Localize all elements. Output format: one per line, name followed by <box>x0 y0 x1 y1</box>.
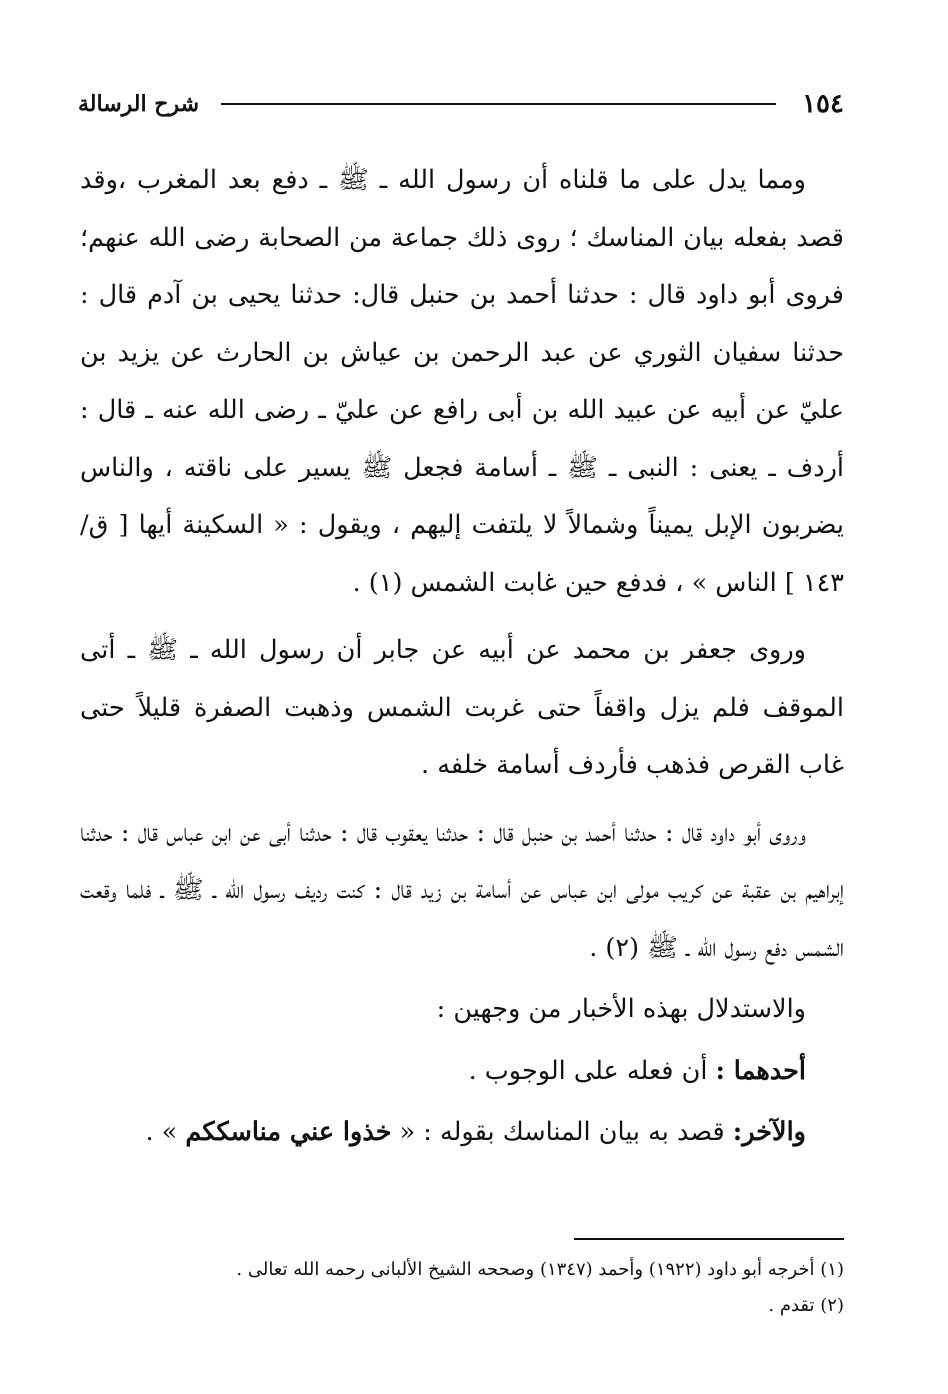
hadith-quote: خذوا عني مناسككم <box>185 1117 392 1147</box>
header-rule <box>221 103 776 105</box>
page-number: ١٥٤ <box>802 89 844 119</box>
point-two <box>80 1104 844 1162</box>
point-one-label: أحدهما : <box>715 1055 806 1086</box>
paragraph-2: وروى جعفر بن محمد عن أبيه عن جابر أن رسول الله ـ ﷺ ـ أتى الموقف فلم يزل واقفاً حتى غربت الشمس وذهبت الصفرة قليلاً حتى غاب القرص فذهب فأردف أسامة خلفه . <box>80 635 844 780</box>
body-text <box>80 152 844 1162</box>
paragraph-3: وروى أبو داود قال : حدثنا أحمد بن حنبل قال : حدثنا يعقوب قال : حدثنا أبى عن ابن عباس قال : حدثنا إبراهيم بن عقبة عن كريب مولى ابن عباس عن أسامة بن زيد قال : كنت رديف رسول الله ـ ﷺ ـ فلما وقعت الشمس دفع رسول الله ـ ﷺ (٢) . <box>80 817 844 963</box>
footnote-2: (٢) تقدم . <box>768 1295 844 1316</box>
paragraph-1: ومما يدل على ما قلناه أن رسول الله ـ ﷺ ـ دفع بعد المغرب ،وقد قصد بفعله بيان المناسك ؛ روى ذلك جماعة من الصحابة رضى الله عنهم؛ فروى أبو داود قال : حدثنا أحمد بن حنبل قال: حدثنا يحيى بن آدم قال : حدثنا سفيان الثوري عن عبد الرحمن بن عياش بن الحارث عن يزيد بن عليّ عن أبيه عن عبيد الله بن أبى رافع عن عليّ ـ رضى الله عنه ـ قال : أردف ـ يعنى : النبى ـ ﷺ ـ أسامة فجعل ﷺ يسير على ناقته ، والناس يضربون الإبل يميناً وشمالاً لا يلتفت إليهم ، ويقول : « السكينة أيها [ ق/ ١٤٣ ] الناس » ، فدفع حين غابت الشمس (١) . <box>80 165 844 598</box>
page-header <box>78 84 844 124</box>
paragraph-4: والاستدلال بهذه الأخبار من وجهين : <box>436 994 806 1024</box>
running-title: شرح الرسالة <box>78 91 200 117</box>
point-two-label: والآخر: <box>732 1117 806 1147</box>
point-one-text: أن فعله على الوجوب . <box>468 1055 716 1086</box>
footnote-rule <box>574 1238 844 1240</box>
point-two-text: قصد به بيان المناسك بقوله : « <box>391 1117 733 1147</box>
point-one <box>80 1043 844 1101</box>
footnotes <box>80 1238 844 1324</box>
footnote-1: (١) أخرجه أبو داود (١٩٢٢) وأحمد (١٣٤٧) وصححه الشيخ الألبانى رحمه الله تعالى . <box>236 1259 844 1280</box>
point-two-end: » . <box>145 1117 186 1147</box>
